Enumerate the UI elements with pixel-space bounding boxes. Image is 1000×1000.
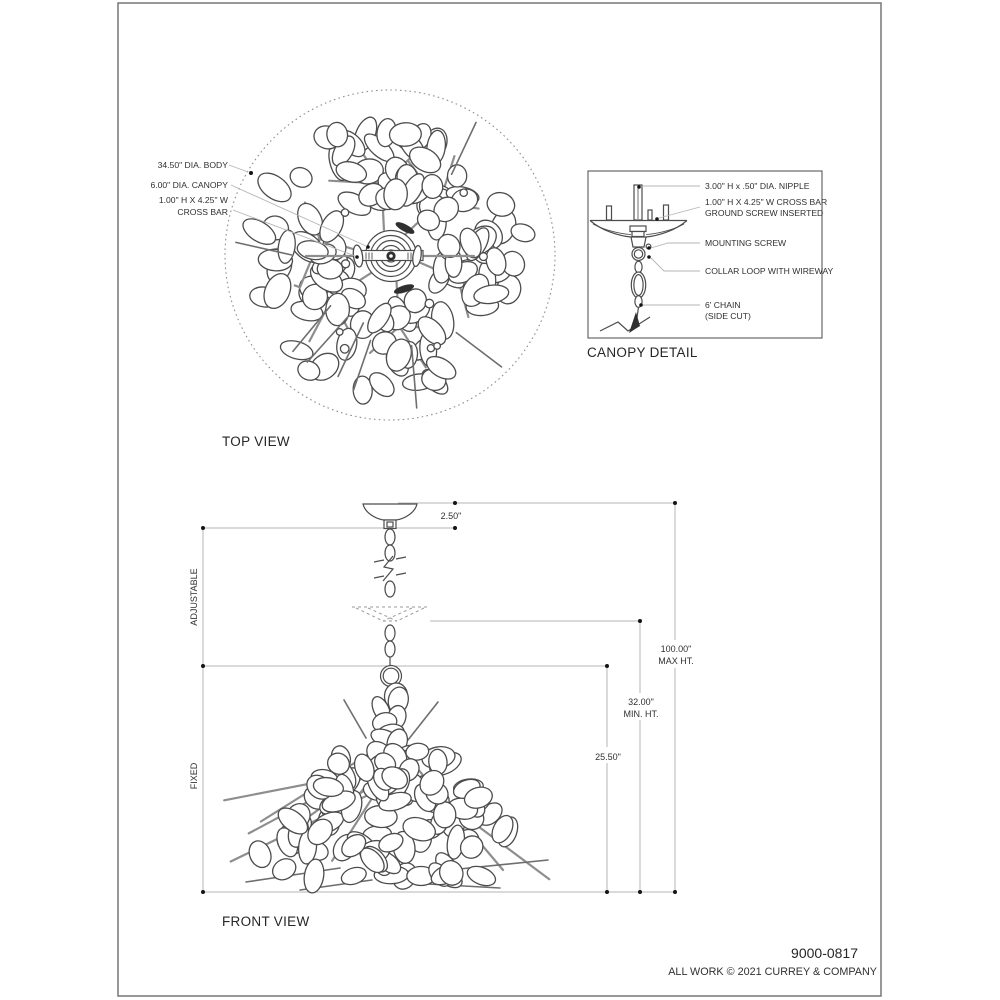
ground-screw-left <box>607 206 612 220</box>
chain-link-small <box>635 261 642 273</box>
label-canopy-dia: 6.00" DIA. CANOPY <box>150 180 228 190</box>
front-view <box>189 501 694 929</box>
collar-bracket <box>631 237 646 247</box>
front-view-title: FRONT VIEW <box>222 914 310 929</box>
chain-link <box>385 529 395 545</box>
dim-min-height-line2: MIN. HT. <box>623 709 659 719</box>
dim-body-height: 25.50" <box>595 752 621 762</box>
sheet-border <box>118 3 881 996</box>
label-nipple: 3.00" H x .50" DIA. NIPPLE <box>705 181 810 191</box>
label-chain-line2: (SIDE CUT) <box>705 311 751 321</box>
break-wave <box>600 317 650 331</box>
copyright-line: ALL WORK © 2021 CURREY & COMPANY <box>668 966 877 978</box>
label-chain-line1: 6' CHAIN <box>705 300 741 310</box>
chandelier-front-leaves <box>224 682 549 894</box>
dim-min-height-line1: 32.00" <box>628 697 654 707</box>
label-body-dia: 34.50" DIA. BODY <box>157 160 228 170</box>
part-number: 9000-0817 <box>791 945 858 961</box>
ground-screw-right <box>664 205 669 220</box>
dim-adjustable: ADJUSTABLE <box>189 568 199 626</box>
label-cross-bar-line1: 1.00" H X 4.25" W <box>158 195 228 205</box>
label-cross-bar-line2: CROSS BAR <box>177 207 228 217</box>
dim-fixed: FIXED <box>189 762 199 790</box>
leader-collar-loop <box>651 258 700 271</box>
canopy-detail-drawing <box>590 185 687 333</box>
canopy-detail-title: CANOPY DETAIL <box>587 345 698 360</box>
leader-body-dia <box>229 165 248 172</box>
label-crossbar-detail-line2: GROUND SCREW INSERTED <box>705 208 824 218</box>
ghost-canopy <box>352 607 428 621</box>
top-view <box>150 90 555 449</box>
label-crossbar-detail-line1: 1.00" H X 4.25" W CROSS BAR <box>705 197 828 207</box>
label-collar-loop: COLLAR LOOP WITH WIREWAY <box>705 266 834 276</box>
canopy-detail <box>587 171 834 360</box>
leader-mounting-screw <box>651 243 700 248</box>
canopy-bell <box>363 504 417 520</box>
dim-canopy-height: 2.50" <box>440 511 462 521</box>
top-view-title: TOP VIEW <box>222 434 290 449</box>
dim-max-height-line1: 100.00" <box>660 644 692 654</box>
dim-max-height-line2: MAX HT. <box>658 656 694 666</box>
arrow-down <box>629 312 640 333</box>
label-mounting-screw: MOUNTING SCREW <box>705 238 787 248</box>
